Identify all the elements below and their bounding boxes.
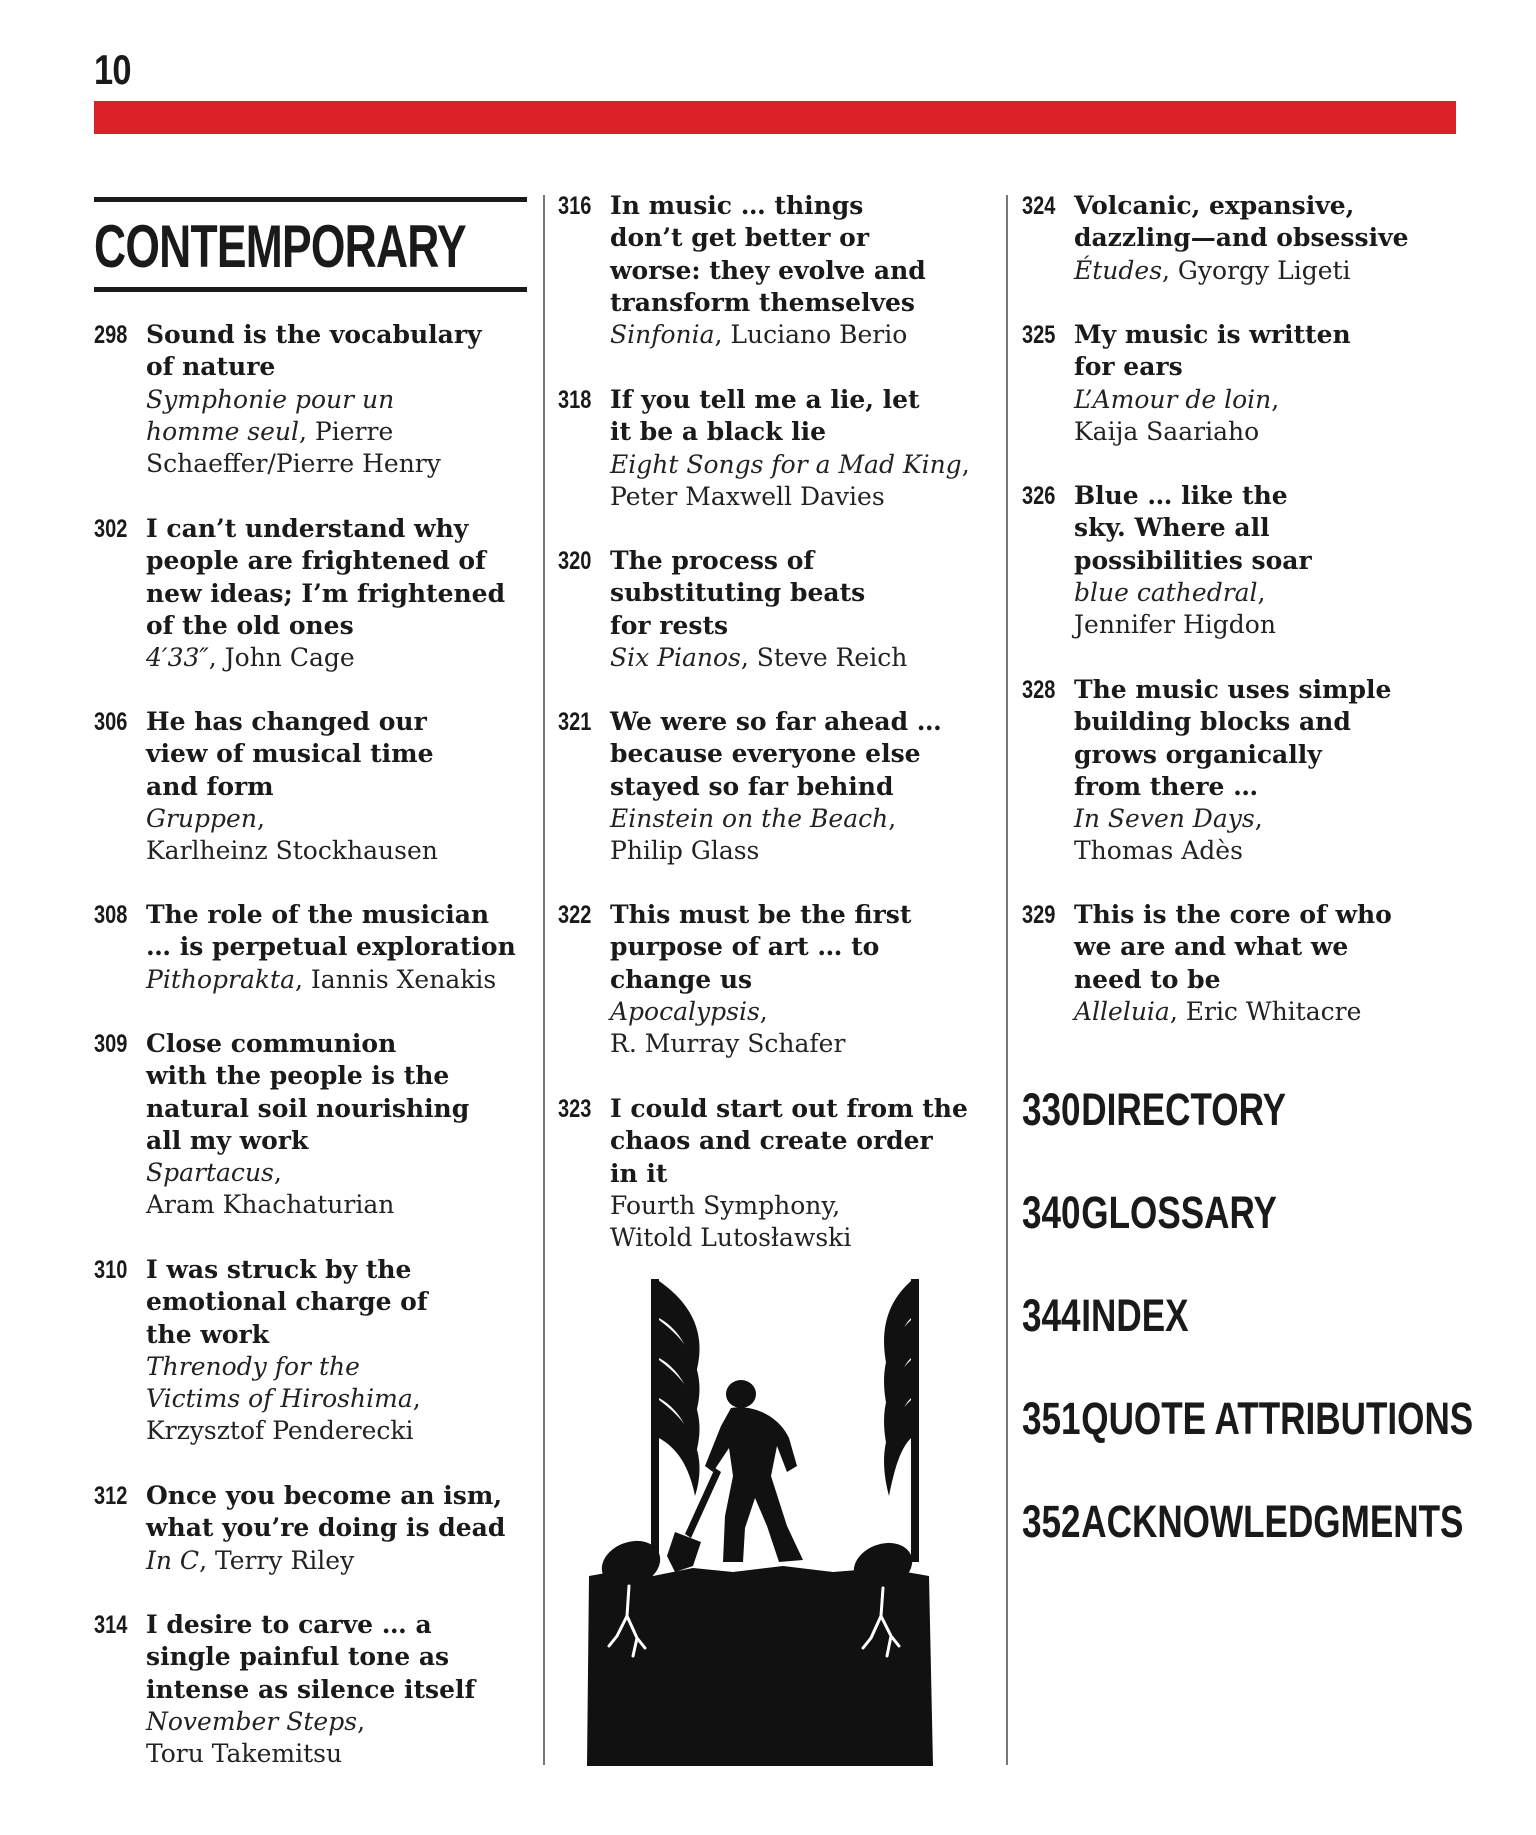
work-composer: , Kaija Saariaho xyxy=(1074,384,1280,446)
entry-page-number: 322 xyxy=(558,901,592,929)
back-matter-label: QUOTE ATTRIBUTIONS xyxy=(1081,1393,1474,1444)
work-title: In Seven Days xyxy=(1074,804,1255,834)
entry-page-number: 321 xyxy=(558,708,592,736)
work-title: November Steps xyxy=(146,1706,358,1736)
entry-page-number: 310 xyxy=(94,1256,128,1284)
contents-entry[interactable] xyxy=(1022,319,1462,448)
work-composer: , Thomas Adès xyxy=(1074,804,1263,866)
work-title: Spartacus xyxy=(146,1158,274,1188)
contents-entry[interactable] xyxy=(94,1609,534,1770)
entry-quote: We were so far ahead … because everyone else stayed so far behind xyxy=(610,707,942,801)
entry-page-number: 298 xyxy=(94,321,128,349)
work-composer: , Toru Takemitsu xyxy=(146,1706,366,1769)
entry-page-number: 302 xyxy=(94,515,128,543)
contents-entry[interactable] xyxy=(558,899,998,1060)
contents-entry[interactable] xyxy=(94,1254,534,1448)
work-title: Pithoprakta xyxy=(146,964,295,994)
entry-page-number: 320 xyxy=(558,547,592,575)
entry-page-number: 318 xyxy=(558,386,592,414)
back-matter-label: DIRECTORY xyxy=(1081,1084,1287,1135)
entry-quote: I was struck by the emotional charge of the work xyxy=(146,1255,428,1349)
work-composer: , Krzysztof Penderecki xyxy=(146,1384,421,1446)
back-matter-label: INDEX xyxy=(1081,1290,1189,1341)
back-matter-index[interactable] xyxy=(1022,1290,1189,1342)
work-composer: , John Cage xyxy=(208,643,355,673)
entry-page-number: 328 xyxy=(1022,676,1056,704)
section-title: CONTEMPORARY xyxy=(94,213,466,280)
work-title: blue cathedral xyxy=(1074,577,1258,607)
entry-page-number: 329 xyxy=(1022,901,1056,929)
entry-quote: In music … things don’t get better or worse: they evolve and transform themselves xyxy=(610,191,926,317)
work-title: In C xyxy=(146,1545,200,1575)
entry-quote: The role of the musician … is perpetual exploration xyxy=(146,900,516,962)
entry-quote: Close communion with the people is the natural soil nourishing all my work xyxy=(146,1029,470,1155)
entry-page-number: 308 xyxy=(94,901,128,929)
back-matter-quote-attributions[interactable] xyxy=(1022,1393,1473,1445)
work-title: 4′33″ xyxy=(146,643,209,673)
work-composer: , Aram Khachaturian xyxy=(146,1158,395,1220)
right-note-stem xyxy=(911,1279,919,1562)
entry-quote: If you tell me a lie, let it be a black lie xyxy=(610,385,920,447)
digging-figure xyxy=(705,1380,803,1562)
entry-quote: The process of substituting beats for rests xyxy=(610,546,866,640)
work-composer: Fourth Symphony, Witold Lutosławski xyxy=(610,1190,852,1253)
contents-entry[interactable] xyxy=(1022,480,1462,641)
column-divider xyxy=(543,195,545,1765)
work-composer: , Gyorgy Ligeti xyxy=(1162,255,1351,285)
digging-figure-music-notes-illustration xyxy=(583,1276,943,1766)
back-matter-page-number: 352 xyxy=(1022,1496,1081,1547)
entry-quote: This must be the first purpose of art … to change us xyxy=(610,900,912,994)
work-title: Einstein on the Beach xyxy=(610,803,889,833)
work-composer: , Philip Glass xyxy=(610,803,897,866)
entry-page-number: 325 xyxy=(1022,321,1056,349)
back-matter-acknowledgments[interactable] xyxy=(1022,1496,1463,1548)
contents-entry[interactable] xyxy=(94,899,534,996)
work-composer: , Luciano Berio xyxy=(714,320,908,350)
entry-page-number: 306 xyxy=(94,708,128,736)
contents-entry[interactable] xyxy=(1022,674,1462,868)
work-title: Six Pianos xyxy=(610,642,741,672)
entry-page-number: 312 xyxy=(94,1482,128,1510)
work-composer: , R. Murray Schafer xyxy=(610,996,846,1059)
back-matter-page-number: 330 xyxy=(1022,1084,1081,1135)
contents-entry[interactable] xyxy=(1022,190,1462,287)
contents-entry[interactable] xyxy=(94,1028,534,1222)
back-matter-directory[interactable] xyxy=(1022,1084,1286,1136)
entry-quote: My music is written for ears xyxy=(1074,320,1351,382)
work-composer: , Steve Reich xyxy=(740,642,908,672)
shovel-blade xyxy=(667,1532,701,1572)
entry-quote: Blue … like the sky. Where all possibilities soar xyxy=(1074,481,1312,575)
work-composer: , Iannis Xenakis xyxy=(294,964,497,994)
contents-entry[interactable] xyxy=(558,545,998,674)
work-composer: , Jennifer Higdon xyxy=(1074,577,1276,640)
section-bottom-rule xyxy=(94,287,527,292)
contents-entry[interactable] xyxy=(94,706,534,867)
work-title: Sinfonia xyxy=(610,320,715,350)
contents-entry[interactable] xyxy=(558,384,998,513)
back-matter-page-number: 344 xyxy=(1022,1290,1081,1341)
contents-entry[interactable] xyxy=(558,190,998,351)
work-title: Apocalypsis xyxy=(610,996,760,1026)
work-title: L’Amour de loin xyxy=(1074,384,1272,414)
page-number: 10 xyxy=(94,46,131,93)
entry-quote: I could start out from the chaos and create order in it xyxy=(610,1094,968,1188)
entry-page-number: 323 xyxy=(558,1095,592,1123)
back-matter-label: ACKNOWLEDGMENTS xyxy=(1081,1496,1464,1547)
contents-entry[interactable] xyxy=(94,513,534,674)
back-matter-label: GLOSSARY xyxy=(1081,1187,1277,1238)
work-composer: , Karlheinz Stockhausen xyxy=(146,803,438,866)
contents-entry[interactable] xyxy=(94,1480,534,1577)
work-composer: , Eric Whitacre xyxy=(1169,996,1362,1026)
work-title: Threnody for the Victims of Hiroshima xyxy=(146,1351,413,1414)
entry-quote: The music uses simple building blocks and grows organically from there … xyxy=(1074,675,1392,801)
contents-entry[interactable] xyxy=(558,706,998,867)
entry-page-number: 324 xyxy=(1022,192,1056,220)
back-matter-page-number: 340 xyxy=(1022,1187,1081,1238)
contents-entry[interactable] xyxy=(1022,899,1462,1028)
entry-quote: Volcanic, expansive, dazzling—and obsessive xyxy=(1074,191,1409,253)
work-composer: , Peter Maxwell Davies xyxy=(610,449,970,511)
left-note-stem xyxy=(651,1279,659,1562)
work-title: Eight Songs for a Mad King xyxy=(610,449,962,479)
work-composer: , Terry Riley xyxy=(199,1545,355,1575)
work-title: Alleluia xyxy=(1074,996,1170,1026)
back-matter-page-number: 351 xyxy=(1022,1393,1081,1444)
back-matter-glossary[interactable] xyxy=(1022,1187,1277,1239)
work-title: Études xyxy=(1074,255,1163,285)
column-divider xyxy=(1006,195,1008,1765)
entry-quote: I can’t understand why people are frightened of new ideas; I’m frightened of the old ones xyxy=(146,514,506,640)
contents-entry[interactable] xyxy=(94,319,534,480)
entry-quote: Once you become an ism, what you’re doing is dead xyxy=(146,1481,506,1543)
entry-quote: This is the core of who we are and what we need to be xyxy=(1074,900,1392,994)
contents-entry[interactable] xyxy=(558,1093,998,1254)
work-composer: , Pierre Schaeffer/Pierre Henry xyxy=(146,416,441,479)
work-title: Symphonie pour un homme seul xyxy=(146,384,395,446)
entry-page-number: 316 xyxy=(558,192,592,220)
entry-page-number: 326 xyxy=(1022,482,1056,510)
section-top-rule xyxy=(94,197,527,202)
entry-page-number: 309 xyxy=(94,1030,128,1058)
entry-page-number: 314 xyxy=(94,1611,128,1639)
work-title: Gruppen xyxy=(146,803,257,833)
entry-quote: Sound is the vocabulary of nature xyxy=(146,320,482,382)
header-accent-bar xyxy=(94,101,1456,134)
entry-quote: I desire to carve … a single painful tone as intense as silence itself xyxy=(146,1610,476,1704)
entry-quote: He has changed our view of musical time and form xyxy=(146,707,434,801)
